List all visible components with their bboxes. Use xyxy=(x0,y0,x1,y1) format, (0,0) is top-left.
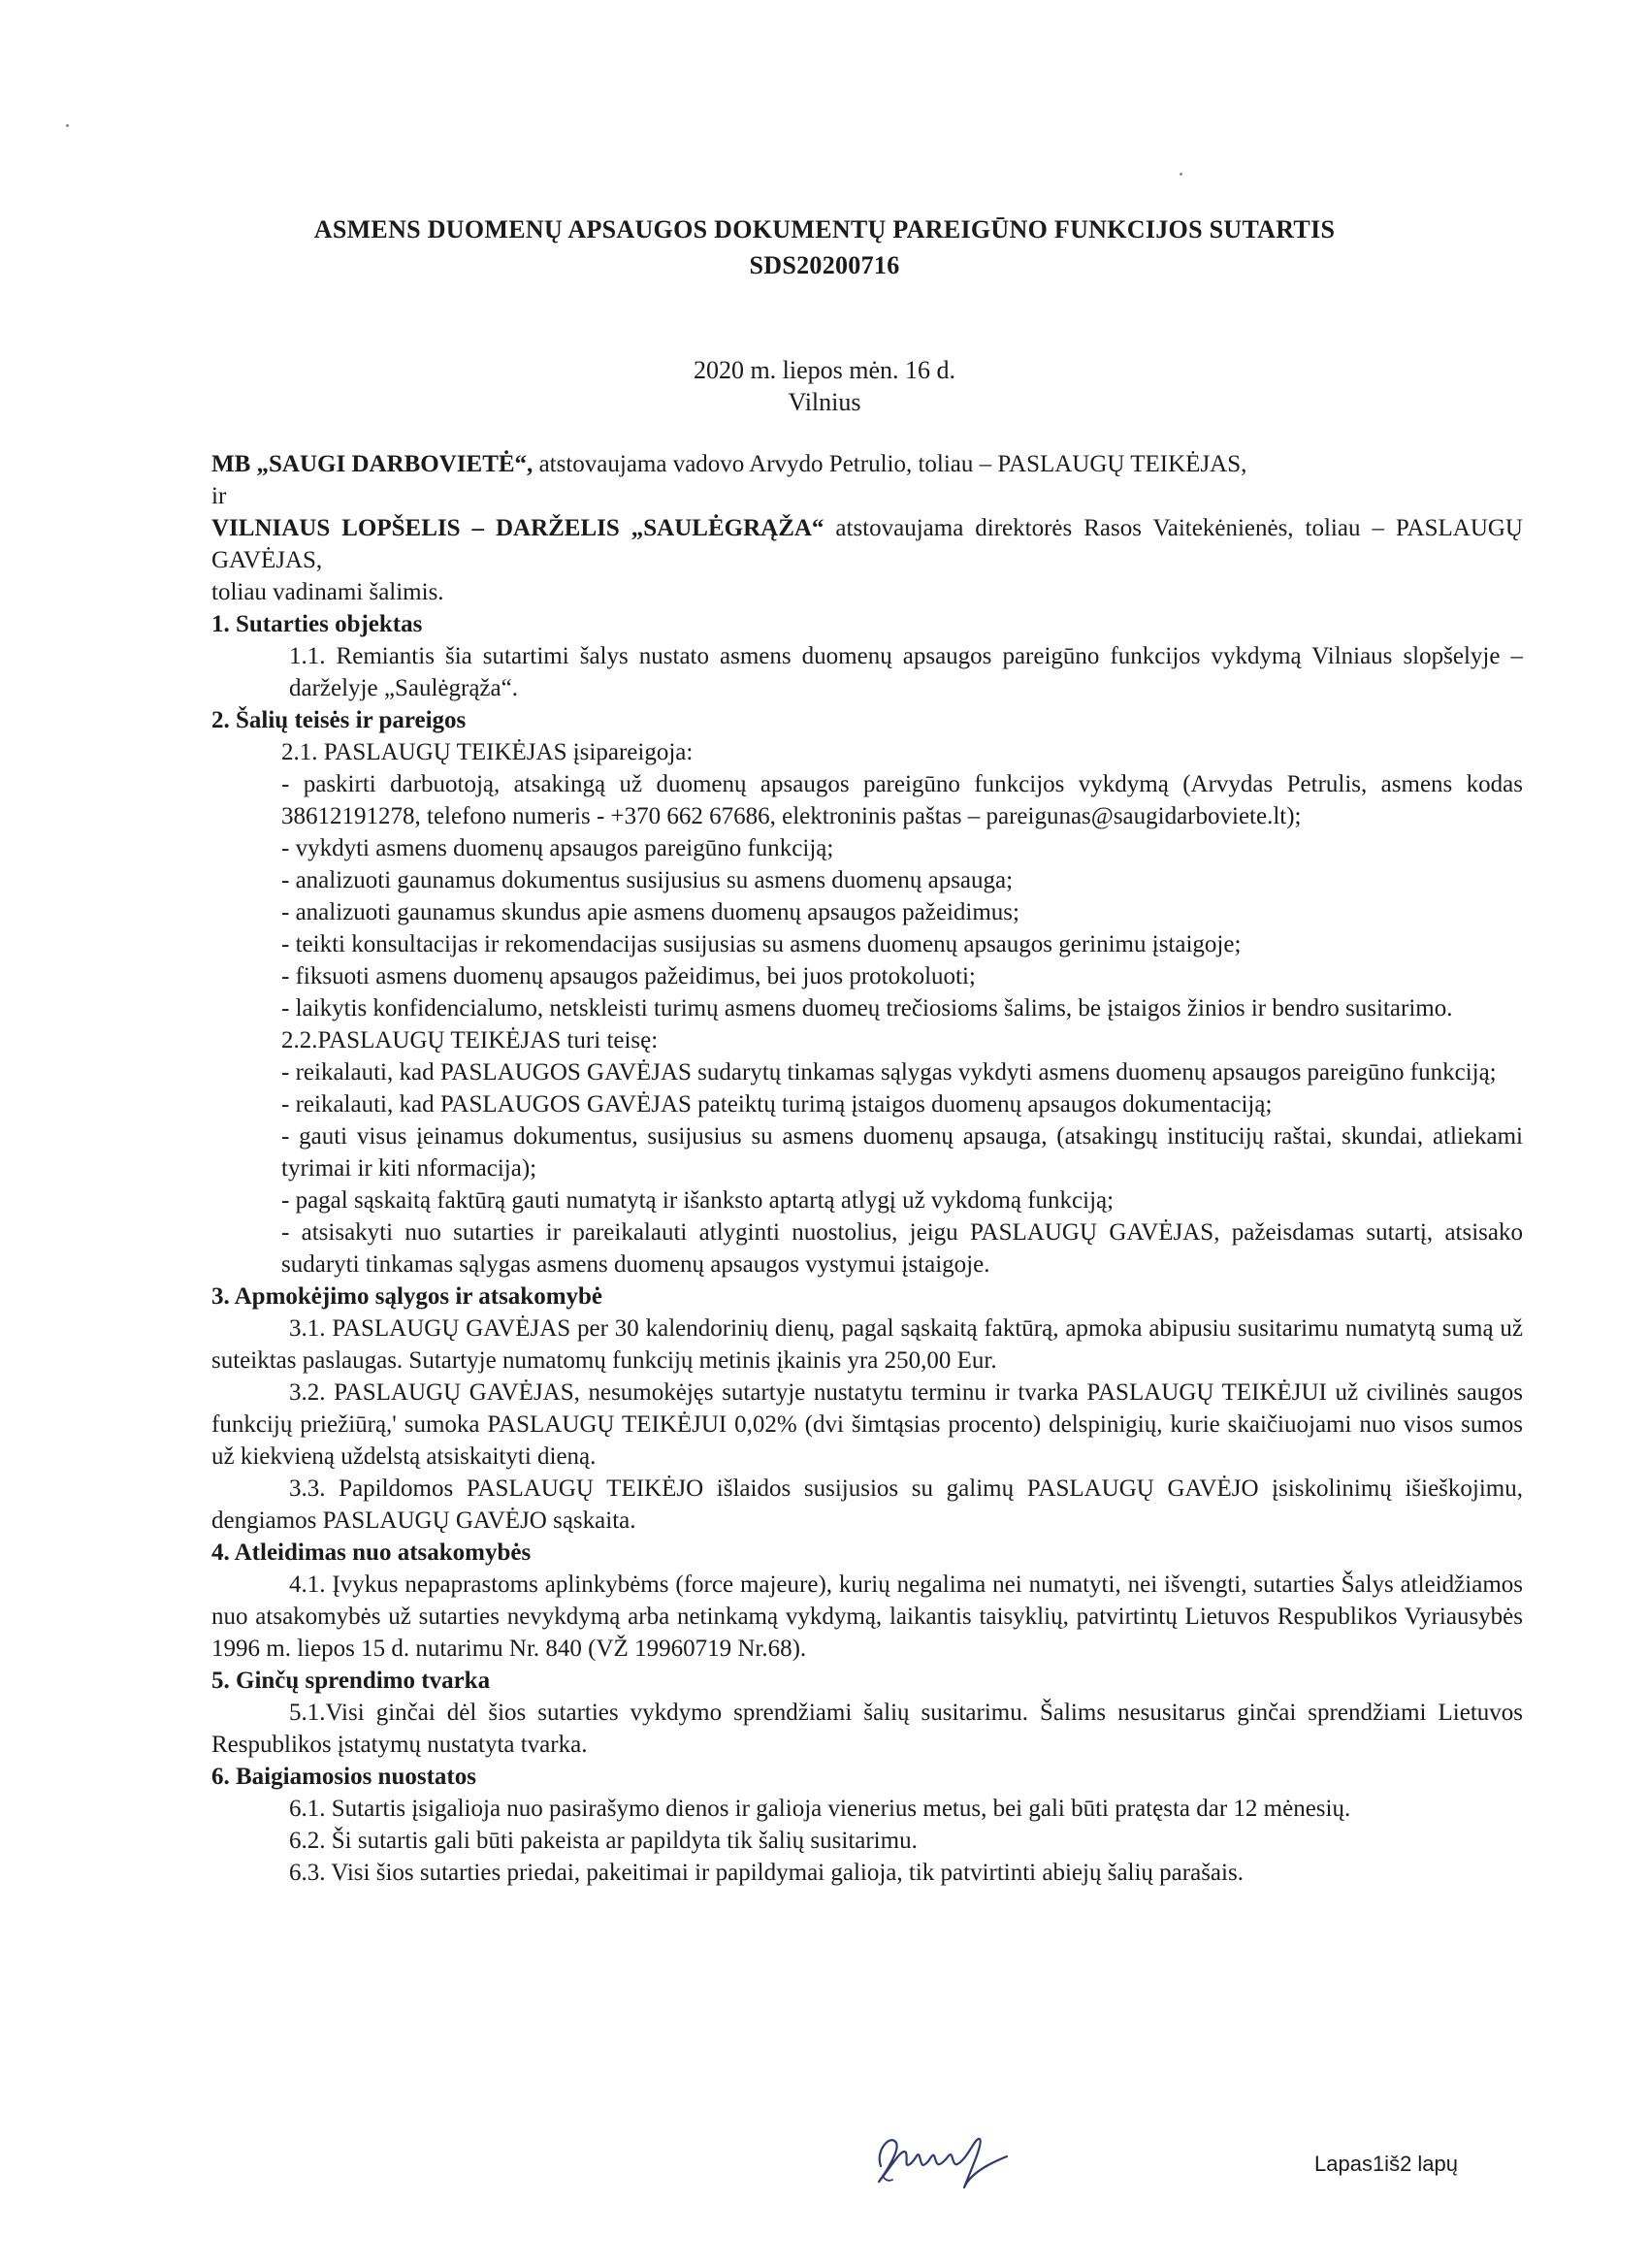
party-2 xyxy=(211,512,1523,576)
list-item: - teikti konsultacijas ir rekomendacijas susijusias su asmens duomenų apsaugos gerinimu įstaigoje; xyxy=(281,931,1242,957)
document-body xyxy=(211,448,1523,1889)
clause-2-2: 2.2.PASLAUGŲ TEIKĖJAS turi teisę: xyxy=(281,1027,659,1053)
list-item: - laikytis konfidencialumo, netskleisti turimų asmens duomeų trečiosioms šalims, be įstaigos žinios ir bendro susitarimo. xyxy=(281,995,1453,1021)
parties-together: toliau vadinami šalimis. xyxy=(211,579,444,605)
list-item: - analizuoti gaunamus dokumentus susijusius su asmens duomenų apsauga; xyxy=(281,867,1014,893)
clause-3-3: 3.3. Papildomos PASLAUGŲ TEIKĖJO išlaidos susijusios su galimų PASLAUGŲ GAVĖJO įsiskolinimų išieškojimu, dengiamos PASLAUGŲ GAVĖJO sąskaita. xyxy=(211,1475,1523,1534)
party-2-text: atstovaujama direktorės Rasos Vaitekėnienės, toliau – PASLAUGŲ GAVĖJAS, xyxy=(211,515,1523,573)
clause-4-1: 4.1. Įvykus nepaprastoms aplinkybėms (force majeure), kurių negalima nei numatyti, nei išvengti, sutarties Šalys atleidžiamos nuo atsakomybės už sutarties nevykdymą arba netinkamą vykdymą, laikantis taisyklių, patvirtintų Lietuvos Respublikos Vyriausybės 1996 m. liepos 15 d. nutarimu Nr. 840 (VŽ 19960719 Nr.68). xyxy=(211,1571,1523,1662)
section-3-heading: 3. Apmokėjimo sąlygos ir atsakomybė xyxy=(211,1283,603,1310)
clause-5-1: 5.1.Visi ginčai dėl šios sutarties vykdymo sprendžiami šalių susitarimu. Šalims nesusitarus ginčai sprendžiami Lietuvos Respublikos įstatymų nustatyta tvarka. xyxy=(211,1700,1523,1758)
clause-2-1-list xyxy=(211,768,1523,1024)
list-item: - gauti visus įeinamus dokumentus, susijusius su asmens duomenų apsauga, (atsakingų institucijų raštai, skundai, atliekami tyrimai ir kiti nformacija); xyxy=(281,1123,1523,1182)
page-number: Lapas1iš2 lapų xyxy=(1314,2152,1459,2176)
section-2-heading: 2. Šalių teisės ir pareigos xyxy=(211,707,467,733)
clause-2-1: 2.1. PASLAUGŲ TEIKĖJAS įsipareigoja: xyxy=(281,739,694,765)
scan-speck xyxy=(1180,173,1182,176)
clause-3-2: 3.2. PASLAUGŲ GAVĖJAS, nesumokėjęs sutartyje nustatytu terminu ir tvarka PASLAUGŲ TEIKĖJUI už civilinės saugos funkcijų priežiūrą,' sumoka PASLAUGŲ TEIKĖJUI 0,02% (dvi šimtąsias procento) delspinigių, kurie skaičiuojami nuo visos sumos už kiekvieną uždelstą atsiskaityti dieną. xyxy=(211,1379,1523,1470)
list-item: - atsisakyti nuo sutarties ir pareikalauti atlyginti nuostolius, jeigu PASLAUGŲ GAVĖJAS, pažeisdamas sutartį, atsisako sudaryti tinkamas sąlygas asmens duomenų apsaugos vystymui įstaigoje. xyxy=(281,1219,1523,1278)
clause-6-2: 6.2. Ši sutartis gali būti pakeista ar papildyta tik šalių susitarimu. xyxy=(289,1828,918,1854)
clause-3-1: 3.1. PASLAUGŲ GAVĖJAS per 30 kalendorinių dienų, pagal sąskaitą faktūrą, apmoka abipusiu susitarimu numatytą sumą už suteiktas paslaugas. Sutartyje numatomų funkcijų metinis įkainis yra 250,00 Eur. xyxy=(211,1315,1523,1374)
clause-2-2-list xyxy=(211,1056,1523,1280)
document-title: ASMENS DUOMENŲ APSAUGOS DOKUMENTŲ PAREIGŪNO FUNKCIJOS SUTARTIS xyxy=(313,215,1336,243)
signature xyxy=(861,2118,1031,2195)
section-5-heading: 5. Ginčų sprendimo tvarka xyxy=(211,1668,491,1694)
section-6-heading: 6. Baigiamosios nuostatos xyxy=(211,1764,476,1790)
list-item: - fiksuoti asmens duomenų apsaugos pažeidimus, bei juos protokoluoti; xyxy=(281,963,976,989)
contract-city: Vilnius xyxy=(788,388,861,416)
list-item: - reikalauti, kad PASLAUGOS GAVĖJAS sudarytų tinkamas sąlygas vykdyti asmens duomenų apsaugos pareigūno funkciją; xyxy=(281,1059,1497,1085)
list-item: - vykdyti asmens duomenų apsaugos pareigūno funkciją; xyxy=(281,835,834,861)
party-1-name: MB „SAUGI DARBOVIETĖ“, xyxy=(211,451,534,477)
party-1-text: atstovaujama vadovo Arvydo Petrulio, toliau – PASLAUGŲ TEIKĖJAS, xyxy=(533,451,1247,477)
clause-6-3: 6.3. Visi šios sutarties priedai, pakeitimai ir papildymai galioja, tik patvirtinti abiejų šalių parašais. xyxy=(289,1860,1244,1886)
scan-speck xyxy=(66,124,69,127)
contract-date: 2020 m. liepos mėn. 16 d. xyxy=(693,356,956,384)
contract-number: SDS20200716 xyxy=(749,251,900,279)
party-1 xyxy=(211,448,1523,480)
section-1-heading: 1. Sutarties objektas xyxy=(211,611,423,637)
clause-1-1: 1.1. Remiantis šia sutartimi šalys nustato asmens duomenų apsaugos pareigūno funkcijos vykdymą Vilniaus slopšelyje – darželyje „Saulėgrąža“. xyxy=(289,643,1523,701)
list-item: - analizuoti gaunamus skundus apie asmens duomenų apsaugos pažeidimus; xyxy=(281,899,1019,925)
list-item: - paskirti darbuotoją, atsakingą už duomenų apsaugos pareigūno funkcijos vykdymą (Arvydas Petrulis, asmens kodas 38612191278, telefono numeris - +370 662 67686, elektroninis paštas – pareigunas@saugidarboviete.lt); xyxy=(281,771,1523,829)
clause-6-1: 6.1. Sutartis įsigalioja nuo pasirašymo dienos ir galioja vienerius metus, bei gali būti pratęsta dar 12 mėnesių. xyxy=(289,1796,1351,1822)
list-item: - pagal sąskaitą faktūrą gauti numatytą ir išanksto aptartą atlygį už vykdomą funkciją; xyxy=(281,1187,1115,1214)
party-conjunction: ir xyxy=(211,483,227,509)
signature-icon xyxy=(861,2118,1031,2195)
section-4-heading: 4. Atleidimas nuo atsakomybės xyxy=(211,1539,532,1566)
list-item: - reikalauti, kad PASLAUGOS GAVĖJAS pateiktų turimą įstaigos duomenų apsaugos dokumentaciją; xyxy=(281,1091,1273,1118)
party-2-name: VILNIAUS LOPŠELIS – DARŽELIS „SAULĖGRĄŽA“ xyxy=(211,515,824,541)
